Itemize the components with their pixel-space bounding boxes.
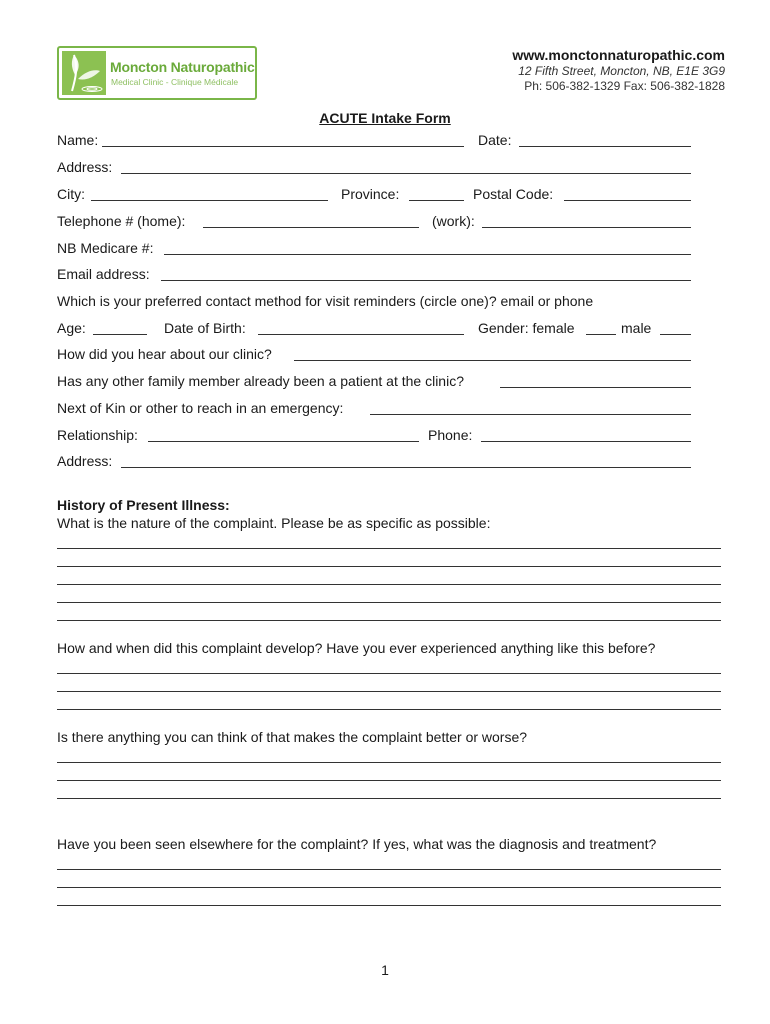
gender-female-label: Gender: female [478, 320, 575, 336]
telephone-home-field[interactable] [203, 227, 419, 228]
clinic-address: 12 Fifth Street, Moncton, NB, E1E 3G9 [518, 64, 725, 78]
date-field[interactable] [519, 146, 691, 147]
medicare-label: NB Medicare #: [57, 240, 154, 256]
kin-address-label: Address: [57, 453, 113, 469]
leaf-logo-icon [62, 51, 106, 95]
answer-line[interactable] [57, 566, 721, 567]
telephone-home-label: Telephone # (home): [57, 213, 186, 229]
city-field[interactable] [91, 200, 328, 201]
row-email [57, 264, 691, 284]
row-name-date [57, 130, 691, 150]
row-city-province-postal [57, 184, 691, 204]
answer-line[interactable] [57, 548, 721, 549]
row-family-member [57, 371, 691, 391]
row-telephone [57, 211, 691, 231]
row-relationship-phone [57, 425, 691, 445]
date-label: Date: [478, 132, 512, 148]
relationship-field[interactable] [148, 441, 419, 442]
age-field[interactable] [93, 334, 147, 335]
answer-line[interactable] [57, 673, 721, 674]
question-nature-of-complaint: What is the nature of the complaint. Please be as specific as possible: [57, 515, 491, 531]
page-number: 1 [381, 962, 389, 978]
row-contact-method [57, 291, 691, 311]
answer-line[interactable] [57, 620, 721, 621]
email-field[interactable] [161, 280, 691, 281]
row-next-of-kin [57, 398, 691, 418]
clinic-subtitle: Medical Clinic - Clinique Médicale [111, 77, 239, 87]
row-address [57, 157, 691, 177]
website-link[interactable]: www.monctonnaturopathic.com [512, 47, 725, 63]
postal-code-label: Postal Code: [473, 186, 554, 202]
answer-line[interactable] [57, 602, 721, 603]
dob-field[interactable] [258, 334, 464, 335]
row-kin-address [57, 451, 691, 471]
contact-method-question: Which is your preferred contact method for visit reminders (circle one)? email or phone [57, 293, 594, 309]
address-field[interactable] [121, 173, 691, 174]
history-heading: History of Present Illness: [57, 497, 230, 513]
answer-line[interactable] [57, 762, 721, 763]
kin-address-field[interactable] [121, 467, 691, 468]
answer-line[interactable] [57, 905, 721, 906]
clinic-logo [57, 46, 257, 100]
question-seen-elsewhere: Have you been seen elsewhere for the complaint? If yes, what was the diagnosis and treatment? [57, 836, 657, 852]
name-label: Name: [57, 132, 99, 148]
answer-line[interactable] [57, 709, 721, 710]
medicare-field[interactable] [164, 254, 691, 255]
answer-line[interactable] [57, 691, 721, 692]
form-title [0, 110, 770, 126]
answer-line[interactable] [57, 887, 721, 888]
gender-male-label: male [621, 320, 652, 336]
clinic-phone-fax: Ph: 506-382-1329 Fax: 506-382-1828 [524, 79, 725, 93]
dob-label: Date of Birth: [164, 320, 246, 336]
telephone-work-label: (work): [432, 213, 475, 229]
age-label: Age: [57, 320, 86, 336]
relationship-label: Relationship: [57, 427, 138, 443]
clinic-name: Moncton Naturopathic [110, 59, 255, 75]
province-field[interactable] [409, 200, 464, 201]
clinic-contact [512, 47, 725, 94]
answer-line[interactable] [57, 780, 721, 781]
form-title-text: ACUTE Intake Form [319, 110, 451, 126]
question-complaint-development: How and when did this complaint develop? Have you ever experienced anything like this before? [57, 640, 656, 656]
family-member-label: Has any other family member already been a patient at the clinic? [57, 373, 464, 389]
answer-line[interactable] [57, 584, 721, 585]
row-heard-about [57, 344, 691, 364]
answer-line[interactable] [57, 798, 721, 799]
gender-female-field[interactable] [586, 334, 616, 335]
row-medicare [57, 238, 691, 258]
name-field[interactable] [102, 146, 464, 147]
next-of-kin-field[interactable] [370, 414, 691, 415]
row-age-dob-gender [57, 318, 691, 338]
answer-line[interactable] [57, 869, 721, 870]
heard-about-field[interactable] [294, 360, 691, 361]
family-member-field[interactable] [500, 387, 691, 388]
city-label: City: [57, 186, 85, 202]
kin-phone-field[interactable] [481, 441, 691, 442]
next-of-kin-label: Next of Kin or other to reach in an emergency: [57, 400, 344, 416]
province-label: Province: [341, 186, 400, 202]
address-label: Address: [57, 159, 113, 175]
kin-phone-label: Phone: [428, 427, 473, 443]
telephone-work-field[interactable] [482, 227, 691, 228]
email-label: Email address: [57, 266, 150, 282]
heard-about-label: How did you hear about our clinic? [57, 346, 272, 362]
postal-code-field[interactable] [564, 200, 691, 201]
gender-male-field[interactable] [660, 334, 691, 335]
question-better-or-worse: Is there anything you can think of that makes the complaint better or worse? [57, 729, 528, 745]
